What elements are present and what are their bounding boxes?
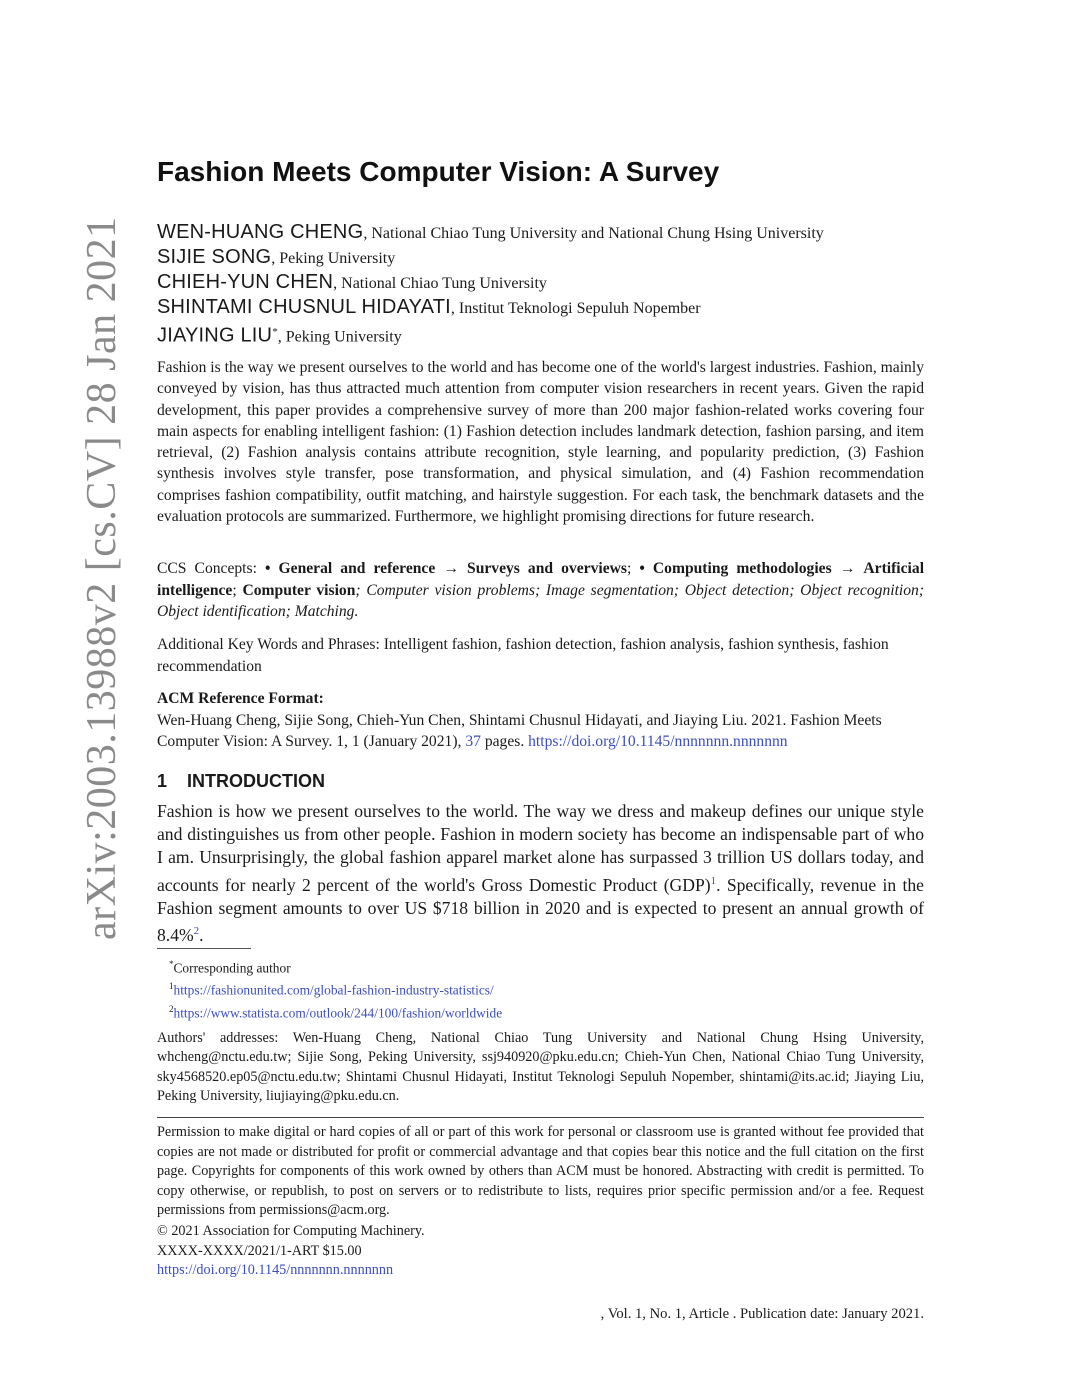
- author-affiliation: , Peking University: [277, 328, 402, 346]
- ccs-bullet-2: • Computing methodologies: [639, 560, 832, 577]
- intro-paragraph: [157, 800, 924, 947]
- author-list: [157, 220, 937, 345]
- ccs-sep: ;: [232, 581, 243, 599]
- ccs-sep: ;: [626, 560, 640, 577]
- footnote-text: Corresponding author: [173, 960, 291, 976]
- author-name: SHINTAMI CHUSNUL HIDAYATI: [157, 296, 451, 318]
- footnote-url-2[interactable]: https://www.statista.com/outlook/244/100/fashion/worldwide: [173, 1005, 503, 1021]
- footnote-ref-1[interactable]: 1: [710, 874, 717, 887]
- section-heading: [157, 771, 325, 792]
- intro-text-3: .: [199, 924, 204, 945]
- corresponding-mark: *: [272, 326, 278, 338]
- pages-suffix: pages.: [480, 733, 529, 750]
- footer-doi-link[interactable]: https://doi.org/10.1145/nnnnnnn.nnnnnnn: [157, 1262, 394, 1279]
- keywords: Additional Key Words and Phrases: Intelligent fashion, fashion detection, fashion analysis, fashion synthesis, fashion recommendation: [157, 636, 889, 675]
- acm-reference: [157, 688, 924, 753]
- author-entry: [157, 220, 937, 245]
- footnotes: [157, 955, 502, 1022]
- section-title: INTRODUCTION: [187, 771, 325, 791]
- author-name: JIAYING LIU: [157, 324, 273, 347]
- authors-addresses: Authors' addresses: Wen-Huang Cheng, National Chiao Tung University and National Chung Hsing University, whcheng@nctu.edu.tw; Sijie Song, Peking University, ssj940920@pku.edu.cn; Chieh-Yun Chen, National Chiao Tung University, sky4568520.ep05@nctu.edu.tw; Shintami Chusnul Hidayati, Institut Teknologi Sepuluh Nopember, shintami@its.ac.id; Jiaying Liu, Peking University, liujiaying@pku.edu.cn.: [157, 1030, 924, 1105]
- author-affiliation: , National Chiao Tung University: [333, 275, 547, 292]
- author-name: SIJIE SONG: [157, 246, 272, 268]
- abstract: Fashion is the way we present ourselves to the world and has become one of the world's largest industries. Fashion, mainly conveyed by vision, has thus attracted much attention from computer vision researchers in recent years. Given the rapid development, this paper provides a comprehensive survey of more than 200 major fashion-related works covering four main aspects for enabling intelligent fashion: (1) Fashion detection includes landmark detection, fashion parsing, and item retrieval, (2) Fashion analysis contains attribute recognition, style learning, and popularity prediction, (3) Fashion synthesis involves style transfer, pose transformation, and physical simulation, and (4) Fashion recommendation comprises fashion compatibility, outfit matching, and hairstyle suggestion. For each task, the benchmark datasets and the evaluation protocols are summarized. Furthermore, we highlight promising directions for future research.: [157, 359, 924, 526]
- ccs-concepts: [157, 558, 924, 623]
- ccs-item-1: Surveys and overviews: [467, 560, 627, 577]
- author-affiliation: , Peking University: [271, 250, 396, 267]
- footnote-1: [157, 977, 502, 999]
- author-affiliation: , Institut Teknologi Sepuluh Nopember: [450, 300, 701, 317]
- author-name: WEN-HUANG CHENG: [157, 221, 364, 243]
- ccs-rest: ; Computer vision problems; Image segmentation; Object detection; Object recognition; Object identification; Matching.: [157, 581, 925, 620]
- footnote-mark: *: [169, 959, 174, 969]
- copyright-line: © 2021 Association for Computing Machinery.: [157, 1223, 425, 1239]
- acm-reference-heading: ACM Reference Format:: [157, 690, 324, 707]
- footnote-corresponding: [157, 955, 502, 977]
- page-footer: , Vol. 1, No. 1, Article . Publication date: January 2021.: [600, 1306, 924, 1322]
- author-entry: [157, 270, 937, 295]
- footnote-mark: 2: [169, 1003, 174, 1014]
- ccs-label: CCS Concepts:: [157, 560, 265, 577]
- intro-text-2: . Specifically, revenue in the Fashion segment amounts to over US $718 billion in 2020 and is expected to present an annual growth of 8.4%: [157, 874, 924, 945]
- copyright-block: [157, 1222, 425, 1281]
- permission-rule: [157, 1117, 924, 1118]
- author-name: CHIEH-YUN CHEN: [157, 271, 334, 293]
- footnote-rule: [157, 948, 251, 949]
- doi-link[interactable]: https://doi.org/10.1145/nnnnnnn.nnnnnnn: [528, 733, 788, 750]
- acm-reference-body: [157, 710, 924, 753]
- paper-title: Fashion Meets Computer Vision: A Survey: [157, 156, 720, 187]
- footnote-ref-2[interactable]: 2: [193, 924, 200, 937]
- section-number: 1: [157, 771, 168, 791]
- author-entry: [157, 295, 937, 320]
- ccs-bullet-1: • General and reference: [265, 560, 436, 577]
- page-count-link[interactable]: 37: [465, 733, 481, 750]
- author-entry: [157, 320, 937, 345]
- acm-reference-text: Wen-Huang Cheng, Sijie Song, Chieh-Yun Chen, Shintami Chusnul Hidayati, and Jiaying Liu. 2021. Fashion Meets Computer Vision: A Survey. 1, 1 (January 2021),: [157, 711, 882, 750]
- author-entry: [157, 245, 937, 270]
- permission-notice: Permission to make digital or hard copies of all or part of this work for personal or classroom use is granted without fee provided that copies are not made or distributed for profit or commercial advantage and that copies bear this notice and the full citation on the first page. Copyrights for components of this work owned by others than ACM must be honored. Abstracting with credit is permitted. To copy otherwise, or republish, to post on servers or to redistribute to lists, requires prior specific permission and/or a fee. Request permissions from permissions@acm.org.: [157, 1124, 924, 1219]
- arxiv-stamp: arXiv:2003.13988v2 [cs.CV] 28 Jan 2021: [79, 216, 125, 940]
- issn-line: XXXX-XXXX/2021/1-ART $15.00: [157, 1242, 362, 1259]
- footnote-mark: 1: [169, 981, 174, 992]
- footnote-url-1[interactable]: https://fashionunited.com/global-fashion-industry-statistics/: [173, 982, 494, 998]
- ccs-arrow-2: →: [831, 560, 864, 577]
- author-affiliation: , National Chiao Tung University and National Chung Hsing University: [363, 225, 824, 242]
- ccs-arrow-1: →: [435, 560, 468, 577]
- ccs-item-3: Computer vision: [242, 581, 356, 599]
- ccs-item-2: Artificial intelligence: [157, 560, 925, 599]
- intro-text-1: Fashion is how we present ourselves to the world. The way we dress and makeup defines our unique style and distinguishes us from other people. Fashion in modern society has become an indispensable part of who I am. Unsurprisingly, the global fashion apparel market alone has surpassed 3 trillion US dollars today, and accounts for nearly 2 percent of the world's Gross Domestic Product (GDP): [157, 801, 924, 895]
- footnote-2: [157, 1000, 502, 1022]
